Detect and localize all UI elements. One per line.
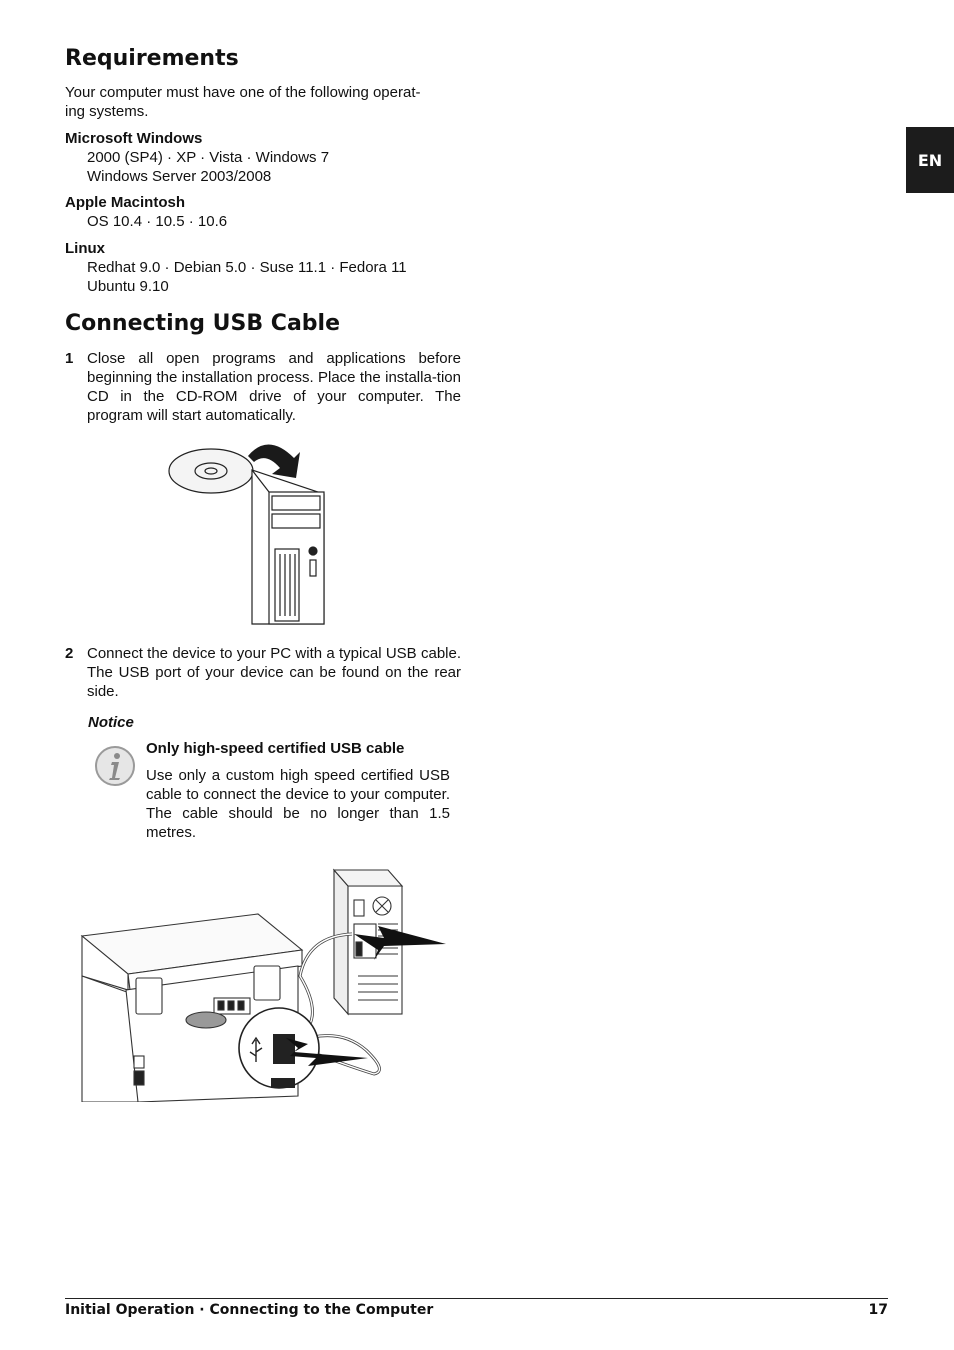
page-number: 17	[868, 1302, 888, 1318]
footer-section-title: Initial Operation · Connecting to the Computer	[65, 1302, 434, 1318]
requirements-heading: Requirements	[65, 46, 239, 71]
os-name: Linux	[65, 240, 105, 257]
os-name: Microsoft Windows	[65, 130, 203, 147]
os-version-line: Ubuntu 9.10	[87, 278, 169, 295]
usb-port-zoom-icon	[239, 1008, 319, 1088]
notice-title: Only high-speed certified USB cable	[146, 740, 405, 757]
step-1	[65, 349, 461, 425]
notice-body: Use only a custom high speed certified USB cable to connect the device to your computer. The cable should be no longer than 1.5 metres.	[146, 767, 450, 841]
step-number: 1	[65, 350, 74, 367]
os-mac	[65, 193, 227, 231]
cd-disc-icon	[169, 449, 253, 493]
os-name: Apple Macintosh	[65, 194, 186, 211]
cd-insert-illustration	[168, 434, 333, 628]
os-version-line: Redhat 9.0 · Debian 5.0 · Suse 11.1 · Fedora 11	[87, 259, 407, 276]
os-windows	[65, 129, 329, 186]
requirements-intro	[65, 83, 461, 121]
pc-tower-icon	[252, 470, 324, 624]
requirements-intro-line: Your computer must have one of the following operat-	[65, 84, 421, 101]
info-icon	[94, 745, 136, 787]
footer-rule	[65, 1298, 888, 1299]
step-2	[65, 644, 461, 701]
step-text: Connect the device to your PC with a typical USB cable. The USB port of your device can be found on the rear side.	[87, 645, 461, 700]
os-version-line: Windows Server 2003/2008	[87, 168, 272, 185]
notice-label: Notice	[88, 714, 134, 731]
usb-connection-illustration	[78, 866, 450, 1102]
language-tab: EN	[906, 127, 954, 193]
os-linux	[65, 239, 407, 296]
usb-heading: Connecting USB Cable	[65, 311, 341, 336]
os-version-line: 2000 (SP4) · XP · Vista · Windows 7	[87, 149, 330, 166]
requirements-intro-line: ing systems.	[65, 103, 149, 120]
step-text: Close all open programs and applications before beginning the installation process. Place the installa-tion CD in the CD-ROM drive of your computer. The program will start automatically.	[87, 350, 461, 424]
step-number: 2	[65, 645, 74, 662]
os-version-line: OS 10.4 · 10.5 · 10.6	[87, 213, 228, 230]
